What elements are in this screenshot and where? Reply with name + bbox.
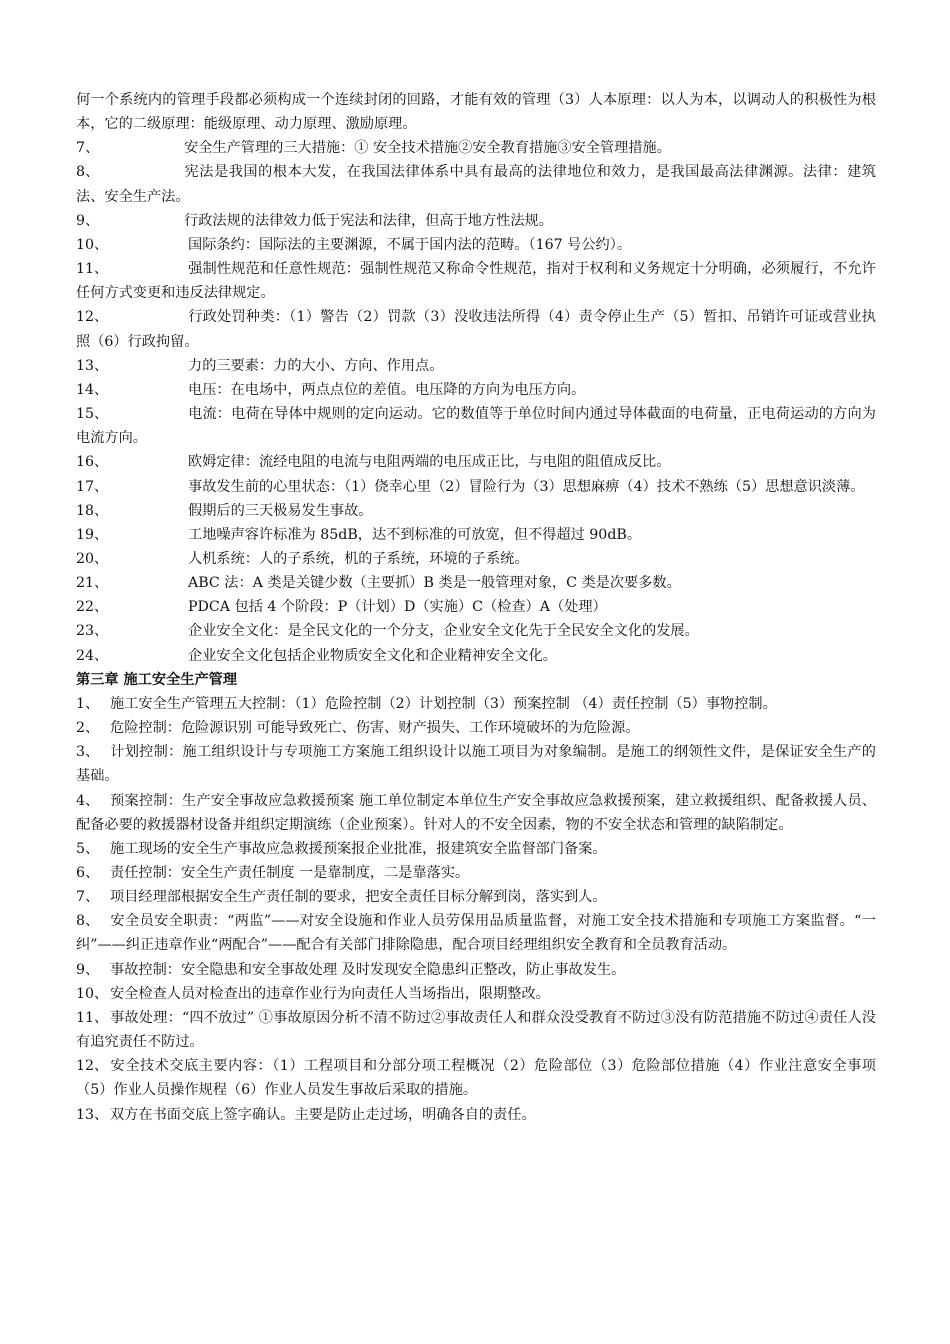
list-item: [76, 547, 876, 571]
item-text: 行政法规的法律效力低于宪法和法律，但高于地方性法规。: [184, 212, 553, 229]
list-item: [76, 644, 876, 668]
item-text: 工地噪声容许标准为 85dB，达不到标准的可放宽，但不得超过 90dB。: [188, 526, 642, 543]
intro-paragraph: 何一个系统内的管理手段都必须构成一个连续封闭的回路，才能有效的管理（3）人本原理：以人为本，以调动人的积极性为根本，它的二级原理：能级原理、动力原理、激励原理。: [76, 92, 876, 133]
item-number: 19、: [76, 526, 109, 543]
list-item: [76, 523, 876, 547]
item-number: 7、: [76, 889, 100, 906]
list-item: [76, 1006, 876, 1054]
item-text: 施工现场的安全生产事故应急救援预案报企业批准，报建筑安全监督部门备案。: [110, 840, 607, 857]
list-item: [76, 958, 876, 982]
item-text: 计划控制：施工组织设计与专项施工方案施工组织设计以施工项目为对象编制。是施工的纲领性文件，是保证安全生产的基础。: [76, 744, 876, 785]
item-number: 2、: [76, 720, 100, 737]
list-item: [76, 160, 876, 208]
list-item: [76, 692, 876, 716]
list-item: [76, 378, 876, 402]
item-number: 13、: [76, 1106, 109, 1123]
item-text: 企业安全文化：是全民文化的一个分支，企业安全文化先于全民安全文化的发展。: [188, 623, 699, 640]
item-number: 14、: [76, 381, 109, 398]
item-text: 安全检查人员对检查出的违章作业行为向责任人当场指出，限期整改。: [110, 985, 550, 1002]
item-number: 4、: [76, 792, 100, 809]
item-text: 国际条约：国际法的主要渊源，不属于国内法的范畴。（167 号公约）。: [188, 236, 632, 253]
list-item: [76, 571, 876, 595]
item-text: 电压：在电场中，两点点位的差值。电压降的方向为电压方向。: [188, 381, 586, 398]
item-number: 13、: [76, 357, 109, 374]
list-item: [76, 257, 876, 305]
item-text: 行政处罚种类：（1）警告（2）罚款（3）没收违法所得（4）责令停止生产（5）暂扣、吊销许可证或营业执照（6）行政拘留。: [76, 309, 876, 350]
list-item: [76, 716, 876, 740]
list-item: [76, 982, 876, 1006]
item-number: 9、: [76, 961, 100, 978]
item-text: 事故处理：“四不放过” ①事故原因分析不清不防过②事故责任人和群众没受教育不防过③没有防范措施不防过④责任人没有追究责任不防过。: [76, 1009, 876, 1051]
list-item: [76, 789, 876, 837]
list-item: [76, 861, 876, 885]
list-item: [76, 136, 876, 160]
list-item: [76, 1054, 876, 1102]
list-item: [76, 354, 876, 378]
chapter3-list: [76, 692, 876, 1127]
item-text: 假期后的三天极易发生事故。: [188, 502, 373, 519]
list-item: [76, 475, 876, 499]
list-item: [76, 595, 876, 619]
item-number: 1、: [76, 695, 100, 712]
item-text: 施工安全生产管理五大控制：（1）危险控制（2）计划控制（3）预案控制 （4）责任控制（5）事物控制。: [110, 695, 777, 712]
list-item: [76, 885, 876, 909]
item-number: 3、: [76, 744, 100, 761]
list-item: [76, 619, 876, 643]
item-text: 项目经理部根据安全生产责任制的要求，把安全责任目标分解到岗，落实到人。: [110, 889, 607, 906]
item-number: 22、: [76, 599, 109, 616]
item-number: 17、: [76, 478, 109, 495]
item-text: 安全技术交底主要内容：（1）工程项目和分部分项工程概况（2）危险部位（3）危险部位措施（4）作业注意安全事项（5）作业人员操作规程（6）作业人员发生事故后采取的措施。: [76, 1058, 876, 1099]
item-text: 事故控制：安全隐患和安全事故处理 及时发现安全隐患纠正整改，防止事故发生。: [110, 961, 626, 978]
item-text: 人机系统：人的子系统，机的子系统，环境的子系统。: [188, 550, 529, 567]
item-text: 宪法是我国的根本大发，在我国法律体系中具有最高的法律地位和效力，是我国最高法律渊源。法律：建筑法、安全生产法。: [76, 164, 876, 205]
list-item: [76, 1103, 876, 1127]
item-number: 9、: [76, 212, 100, 229]
item-text: 安全生产管理的三大措施：① 安全技术措施②安全教育措施③安全管理措施。: [184, 140, 671, 157]
item-number: 24、: [76, 647, 109, 664]
item-text: 预案控制：生产安全事故应急救援预案 施工单位制定本单位生产安全事故应急救援预案，建立救援组织、配备救援人员、配备必要的救援器材设备并组织定期演练（企业预案）。针对人的不安全因素，物的不安全状态和管理的缺陷制定。: [76, 792, 876, 833]
item-number: 12、: [76, 309, 109, 326]
item-number: 11、: [76, 1009, 109, 1026]
item-number: 10、: [76, 236, 109, 253]
list-item: [76, 233, 876, 257]
item-number: 12、: [76, 1058, 109, 1075]
list-item: [76, 402, 876, 450]
item-text: 企业安全文化包括企业物质安全文化和企业精神安全文化。: [188, 647, 557, 664]
item-number: 7、: [76, 140, 100, 157]
item-text: 欧姆定律：流经电阻的电流与电阻两端的电压成正比，与电阻的阻值成反比。: [188, 454, 671, 471]
list-item: [76, 305, 876, 353]
item-number: 15、: [76, 406, 109, 423]
item-number: 20、: [76, 550, 109, 567]
item-text: 事故发生前的心里状态：（1）侥幸心里（2）冒险行为（3）思想麻痹（4）技术不熟练（5）思想意识淡薄。: [188, 478, 865, 495]
item-number: 5、: [76, 840, 100, 857]
item-text: PDCA 包括 4 个阶段：P（计划）D（实施）C（检查）A（处理）: [188, 599, 607, 616]
chapter2-list: [76, 136, 876, 667]
list-item: [76, 450, 876, 474]
chapter3-title: 第三章 施工安全生产管理: [76, 671, 238, 688]
item-number: 8、: [76, 164, 100, 181]
item-number: 18、: [76, 502, 109, 519]
item-number: 21、: [76, 575, 109, 592]
item-text: 责任控制：安全生产责任制度 一是靠制度，二是靠落实。: [110, 865, 470, 881]
item-text: 安全员安全职责：“两监”——对安全设施和作业人员劳保用品质量监督，对施工安全技术措施和专项施工方案监督。“一纠”——纠正违章作业“两配合”——配合有关部门排除隐患，配合项目经理组织安全教育和全员教育活动。: [76, 913, 876, 954]
list-item: [76, 837, 876, 861]
item-number: 8、: [76, 913, 100, 930]
item-number: 16、: [76, 454, 109, 471]
item-text: 力的三要素：力的大小、方向、作用点。: [188, 357, 444, 374]
item-text: 电流：电荷在导体中规则的定向运动。它的数值等于单位时间内通过导体截面的电荷量，正电荷运动的方向为电流方向。: [76, 406, 876, 447]
list-item: [76, 740, 876, 788]
list-item: [76, 909, 876, 957]
list-item: [76, 499, 876, 523]
item-text: 强制性规范和任意性规范：强制性规范又称命令性规范，指对于权利和义务规定十分明确，必须履行，不允许任何方式变更和违反法律规定。: [76, 261, 876, 302]
item-number: 11、: [76, 261, 109, 278]
document-page: [76, 88, 876, 1127]
item-text: 双方在书面交底上签字确认。主要是防止走过场，明确各自的责任。: [110, 1106, 536, 1123]
item-number: 10、: [76, 985, 109, 1002]
list-item: [76, 209, 876, 233]
item-number: 6、: [76, 865, 100, 881]
item-text: ABC 法：A 类是关键少数（主要抓）B 类是一般管理对象，C 类是次要多数。: [188, 575, 681, 592]
item-text: 危险控制：危险源识别 可能导致死亡、伤害、财产损失、工作环境破坏的为危险源。: [110, 720, 640, 737]
item-number: 23、: [76, 623, 109, 640]
